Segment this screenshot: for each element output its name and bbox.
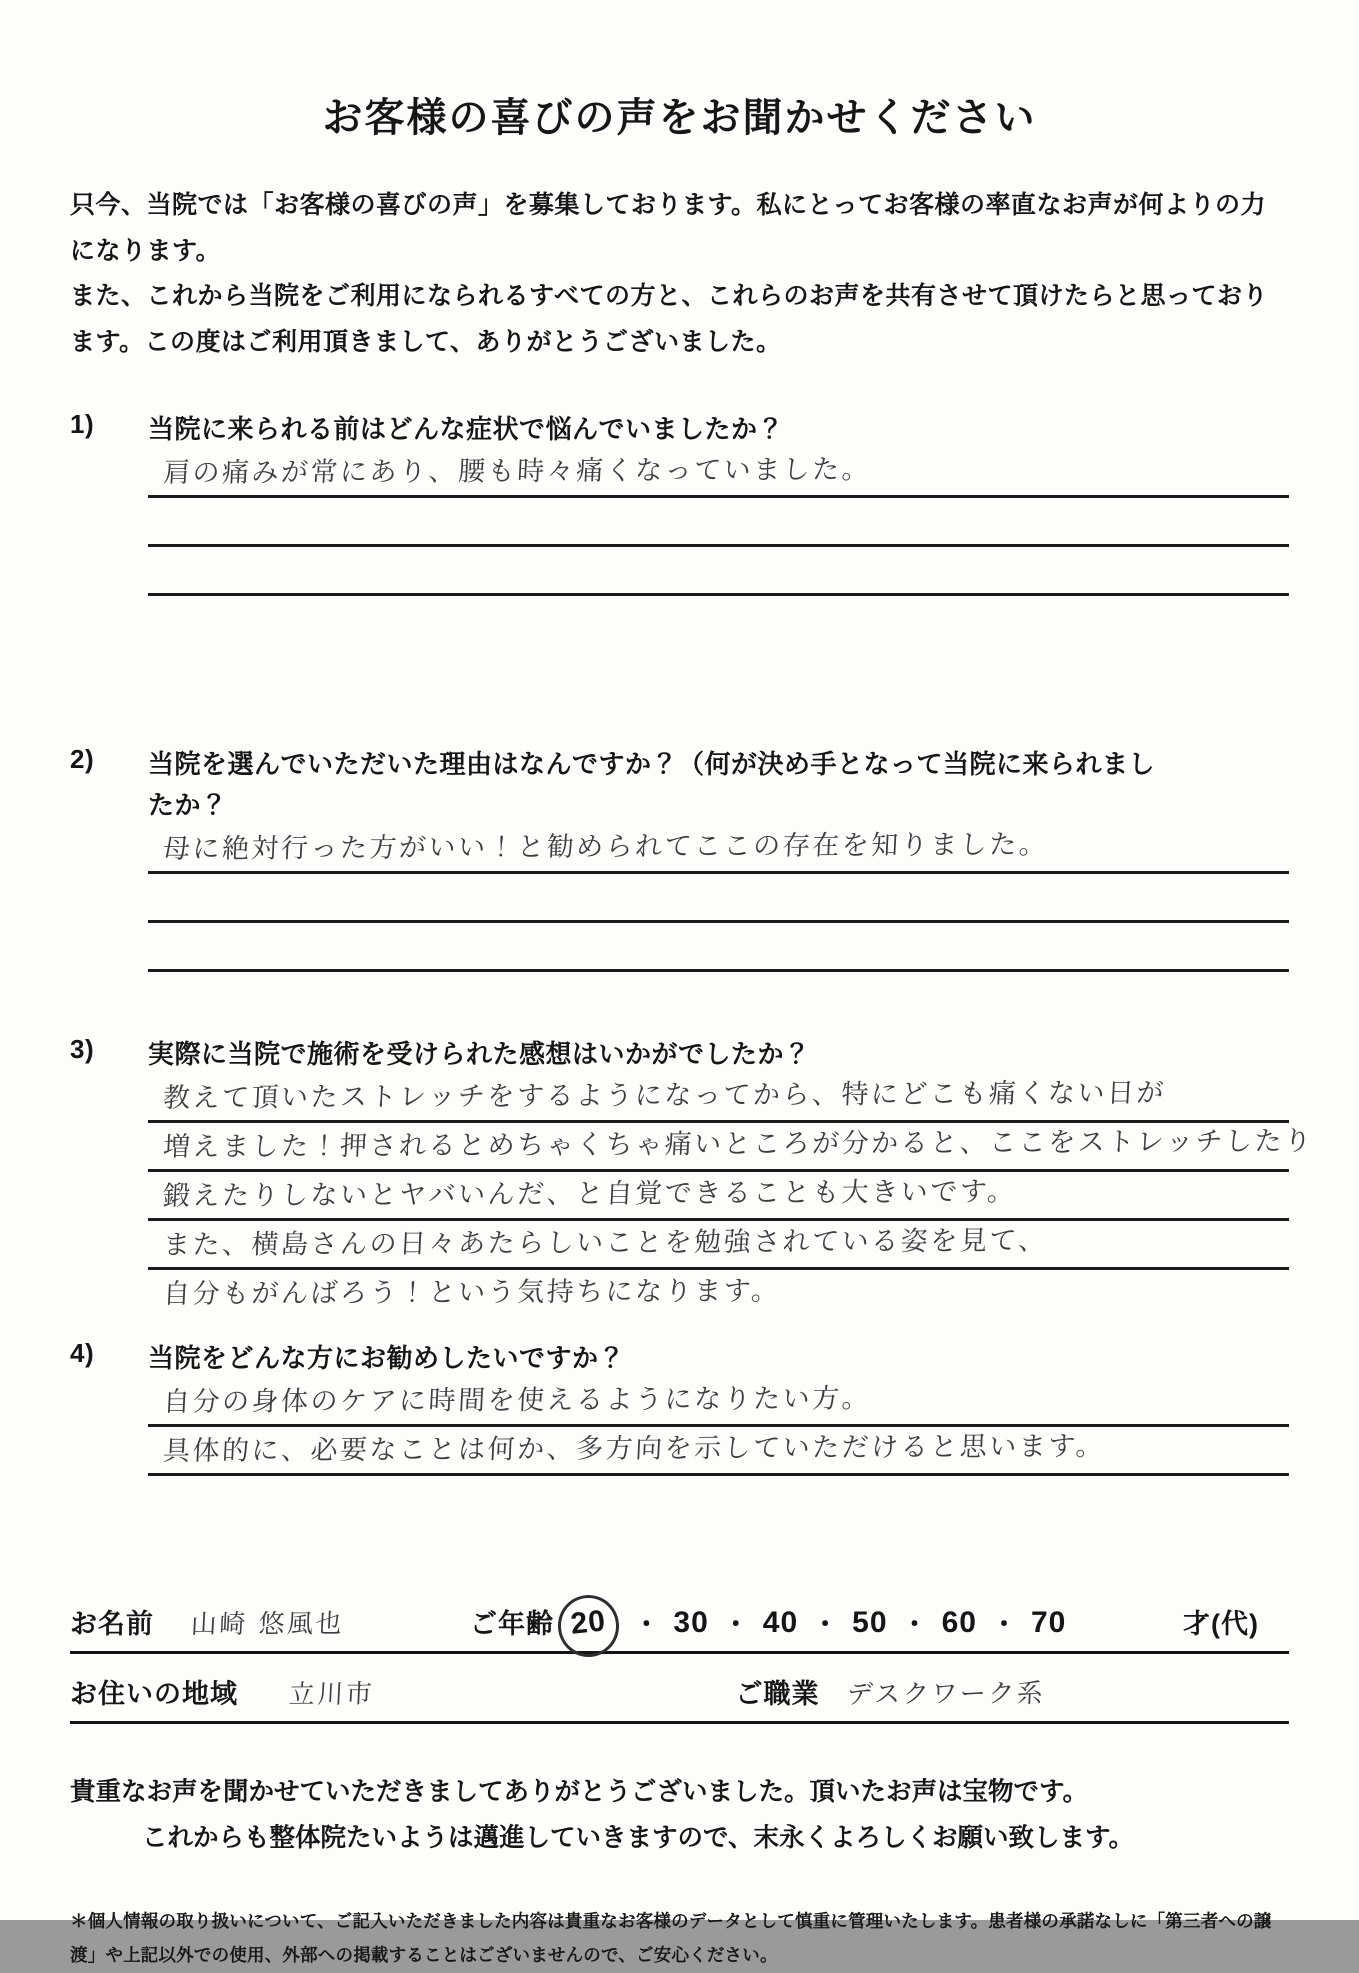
question-4-section (70, 1338, 1289, 1476)
job-label: ご職業 (735, 1679, 820, 1710)
question-2-number: 2) (70, 744, 95, 775)
handwritten-answer (148, 539, 162, 544)
privacy-note: ＊個人情報の取り扱いについて、ご記入いただきました内容は貴重なお客様のデータとして慎重に管理いたします。患者様の承諾なしに「第三者への譲渡」や上記以外での使用、外部への掲載することはございませんので、ご安心ください。 (70, 1911, 1272, 1966)
question-1-text: 当院に来られる前はどんな症状で悩んでいましたか？ (148, 414, 785, 444)
age-option: 30 (673, 1605, 709, 1639)
age-options (564, 1604, 1066, 1641)
handwritten-answer: 教えて頂いたストレッチをするようになってから、特にどこも痛くない日が (162, 1077, 1167, 1115)
answer-line (148, 547, 1289, 596)
profile-row-area-job (70, 1658, 1289, 1724)
question-2-section (70, 744, 1289, 972)
question-1-answers (148, 449, 1289, 596)
area-value: 立川市 (288, 1680, 376, 1711)
handwritten-answer: 鍛えたりしないとヤバいんだ、と自覚できることも大きいです。 (162, 1176, 1018, 1213)
answer-line (148, 1427, 1289, 1476)
job-value: デスクワーク系 (845, 1679, 1046, 1711)
handwritten-answer: 自分の身体のケアに時間を使えるようになりたい方。 (162, 1383, 872, 1419)
question-4-answers (148, 1378, 1289, 1476)
page-title: お客様の喜びの声をお聞かせください (322, 96, 1037, 140)
handwritten-answer: 母に絶対行った方がいい！と勧められてここの存在を知りました。 (162, 829, 1049, 865)
question-3-heading (70, 1034, 1289, 1074)
question-3-section (70, 1033, 1315, 1316)
question-1-number: 1) (70, 409, 95, 439)
question-4-heading (70, 1338, 1289, 1378)
age-option: 50 (852, 1605, 888, 1639)
handwritten-answer: 増えました！押されるとめちゃくちゃ痛いところが分かると、ここをストレッチしたり (162, 1126, 1315, 1164)
handwritten-answer (148, 915, 162, 920)
area-label: お住いの地域 (70, 1679, 238, 1710)
answer-line (148, 1123, 1315, 1172)
closing-message (70, 1770, 1289, 1862)
handwritten-answer: 具体的に、必要なことは何か、多方向を示していただけると思います。 (162, 1431, 1106, 1468)
handwritten-answer: 肩の痛みが常にあり、腰も時々痛くなっていました。 (162, 454, 872, 490)
answer-line (148, 923, 1289, 972)
profile-row-name-age (70, 1602, 1289, 1654)
handwritten-answer: また、横島さんの日々あたらしいことを勉強されている姿を見て、 (162, 1225, 1049, 1262)
name-label: お名前 (70, 1609, 154, 1640)
question-3-text: 実際に当院で施術を受けられた感想はいかがでしたか？ (148, 1038, 811, 1069)
age-option: 40 (762, 1605, 799, 1639)
closing-line-1: 貴重なお声を聞かせていただきましてありがとうございました。頂いたお声は宝物です。 (70, 1778, 1088, 1807)
question-1-section (70, 409, 1289, 596)
intro-paragraph-2: また、これから当院をご利用になられるすべての方と、これらのお声を共有させて頂けたらと思っております。この度はご利用頂きまして、ありがとうございました。 (70, 282, 1269, 356)
name-value: 山崎 悠風也 (190, 1609, 345, 1641)
question-3-answers (148, 1074, 1315, 1316)
handwritten-answer (148, 964, 162, 969)
answer-line (148, 449, 1289, 498)
age-label: ご年齢 (470, 1609, 554, 1640)
age-separator: ・ (722, 1609, 749, 1640)
handwritten-answer: 自分もがんばろう！という気持ちになります。 (162, 1275, 782, 1311)
question-4-number: 4) (70, 1338, 95, 1369)
age-suffix-label: 才(代) (1183, 1609, 1259, 1640)
question-2-heading (70, 744, 1289, 825)
question-1-heading (70, 409, 1289, 449)
profile-section (70, 1602, 1289, 1724)
answer-line (148, 874, 1289, 923)
age-separator: ・ (901, 1609, 928, 1640)
answer-line (148, 1172, 1289, 1221)
answer-line (148, 1221, 1289, 1270)
age-separator: ・ (990, 1609, 1017, 1640)
answer-line (148, 1378, 1289, 1427)
age-circle-annotation: 20 (555, 1592, 623, 1660)
question-4-text: 当院をどんな方にお勧めしたいですか？ (148, 1343, 626, 1374)
question-3-number: 3) (70, 1033, 95, 1064)
answer-line (148, 1270, 1289, 1316)
age-option: 70 (1030, 1605, 1067, 1639)
question-2-answers (148, 825, 1289, 972)
closing-line-2: これからも整体院たいようは邁進していきますので、末永くよろしくお願い致します。 (142, 1824, 1134, 1853)
age-separator: ・ (812, 1609, 839, 1640)
age-separator: ・ (633, 1609, 660, 1640)
question-2-text: 当院を選んでいただいた理由はなんですか？（何が決め手となって当院に来られましたか？ (148, 749, 1156, 820)
job-group (736, 1672, 1044, 1711)
answer-line (148, 1074, 1289, 1123)
intro-paragraph-1: 只今、当院では「お客様の喜びの声」を募集しております。私にとってお客様の率直なお声が何よりの力になります。 (70, 191, 1267, 265)
answer-line (148, 498, 1289, 547)
age-option: 60 (941, 1605, 977, 1639)
handwritten-answer (148, 588, 162, 593)
answer-line (148, 825, 1289, 874)
